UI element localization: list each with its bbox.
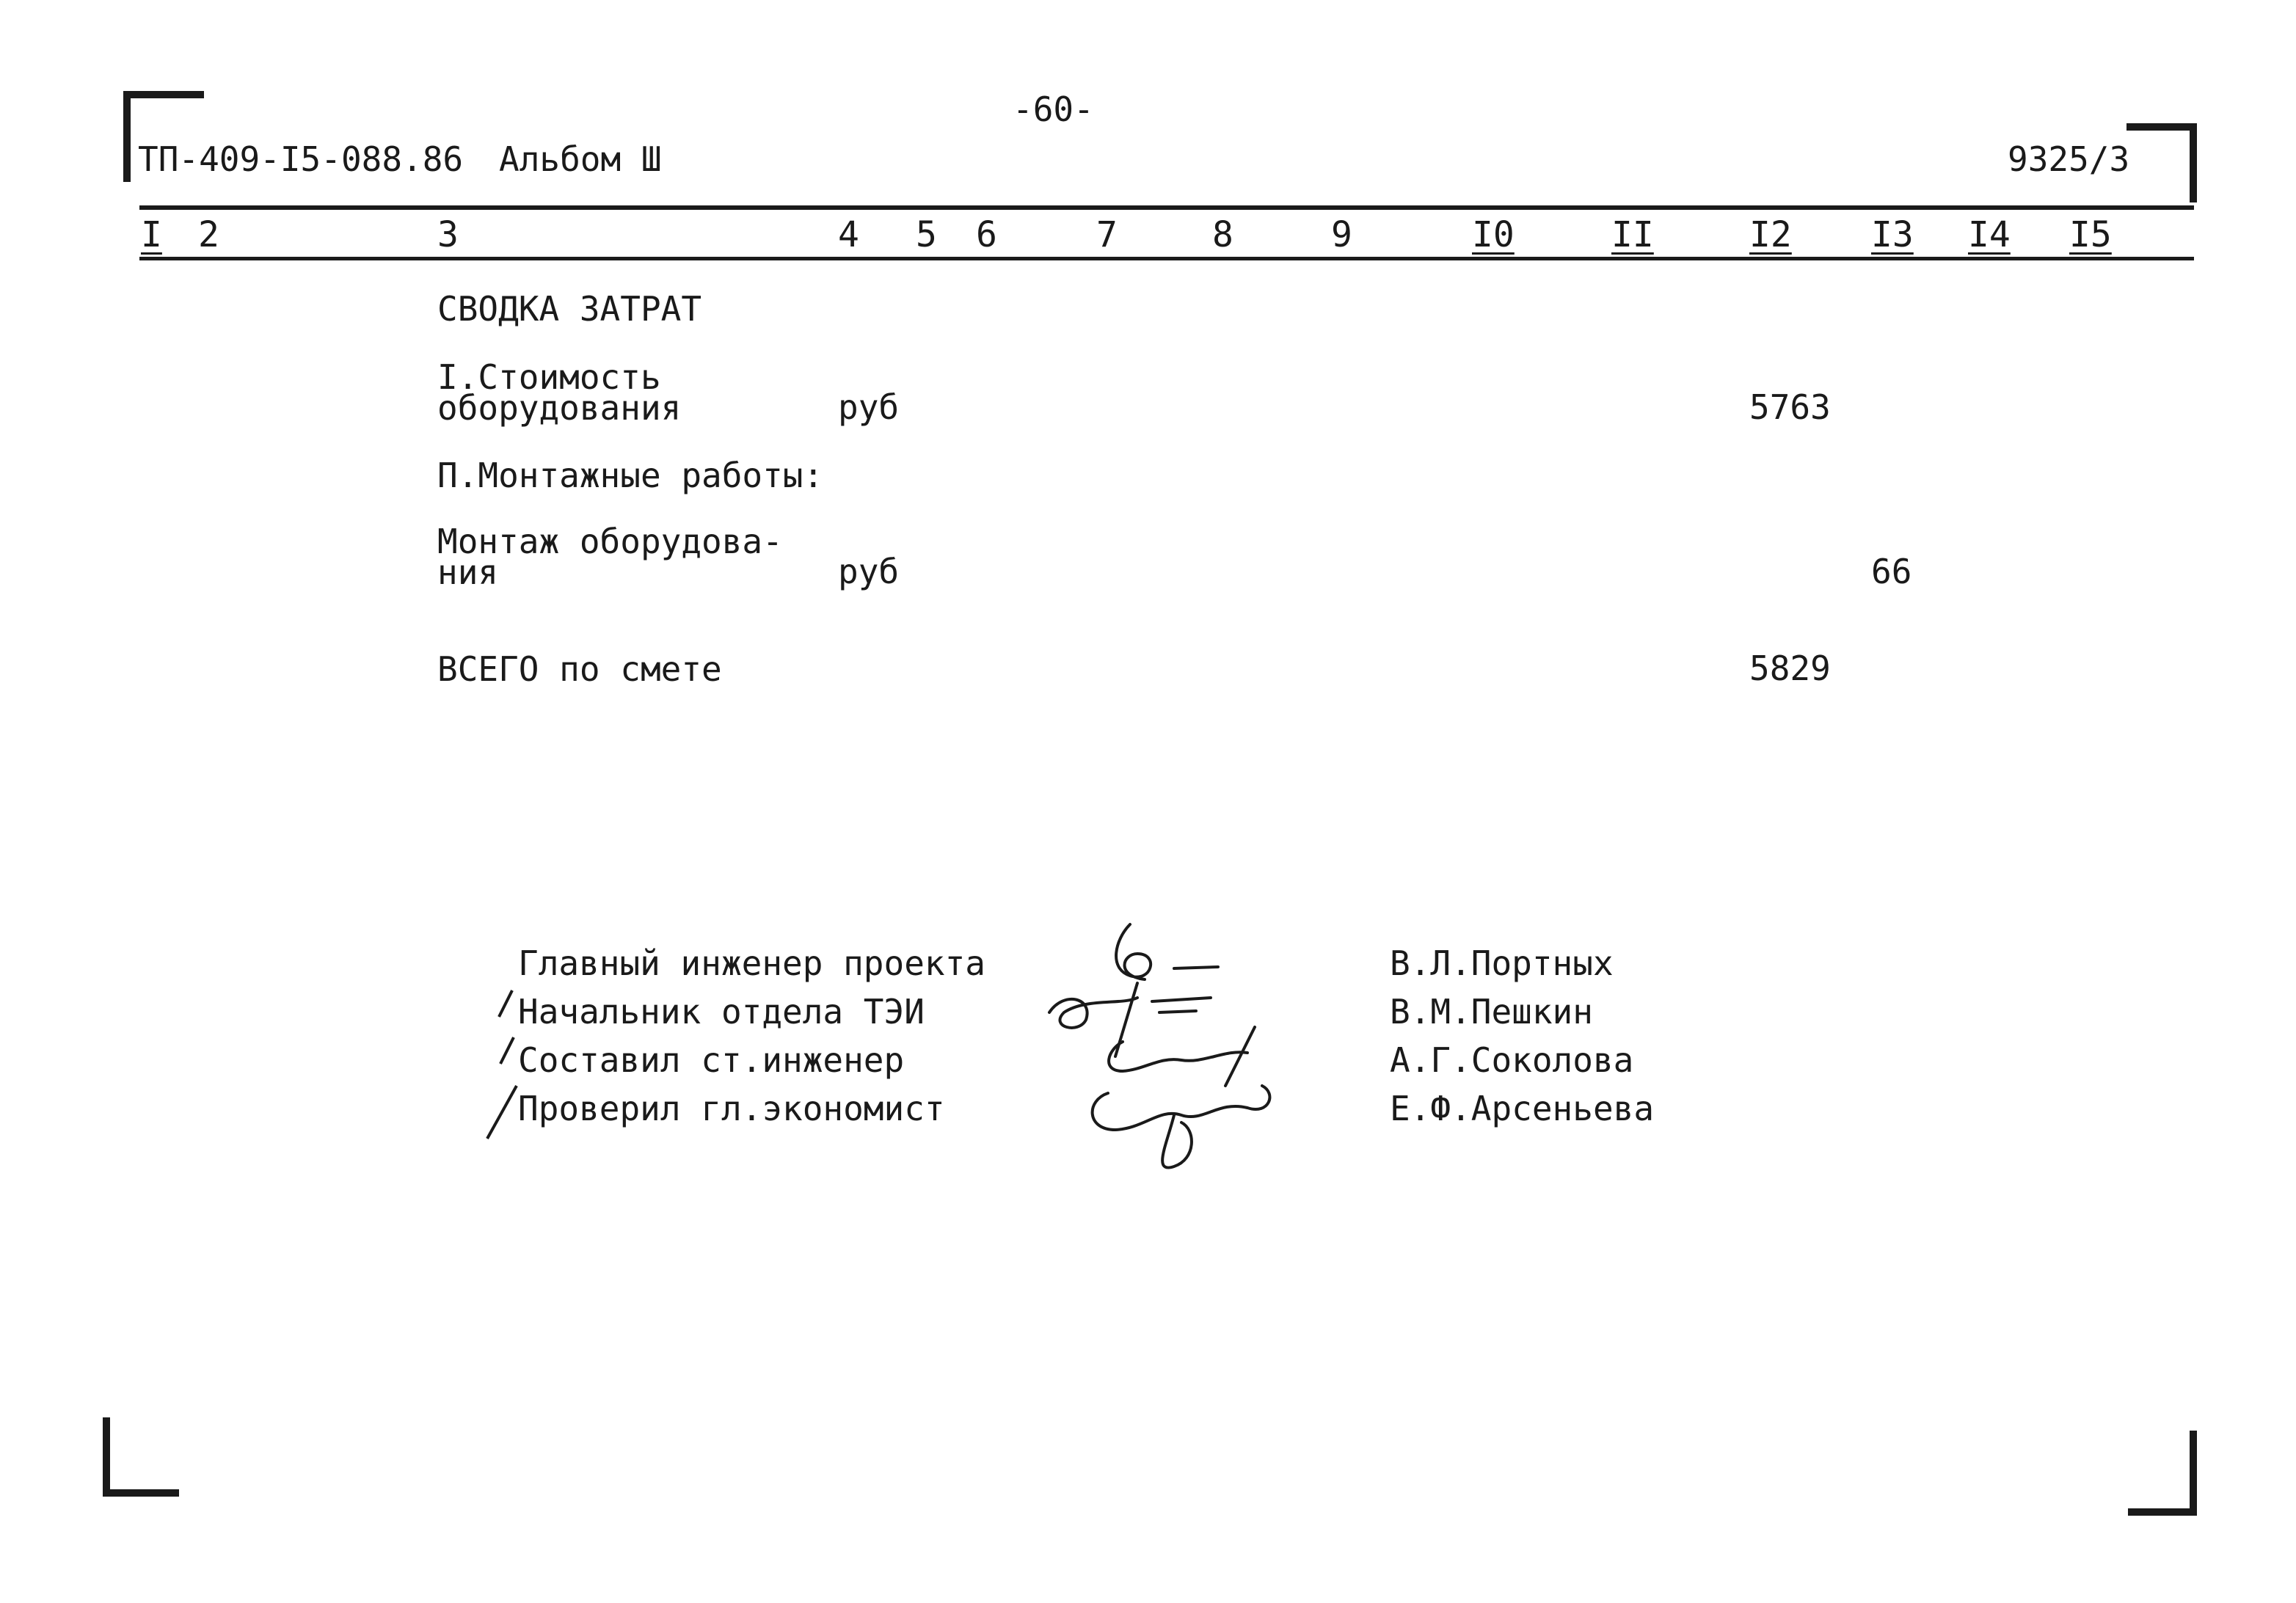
column-number: I5 — [2069, 214, 2112, 255]
column-number: 4 — [838, 214, 859, 255]
column-number: I4 — [1968, 214, 2011, 255]
column-number: 2 — [198, 214, 219, 255]
column-number: I — [141, 214, 162, 255]
corner-mark-bottom-left — [103, 1417, 110, 1497]
column-number: 7 — [1096, 214, 1118, 255]
check-marks — [477, 983, 528, 1144]
summary-title: СВОДКА ЗАТРАТ — [437, 289, 702, 329]
total-value-col12: 5829 — [1749, 649, 1831, 688]
row-label-line2: ния — [437, 552, 499, 592]
row-label-line1: Монтаж оборудова- — [437, 522, 783, 561]
row-label-line1: П.Монтажные работы: — [437, 456, 824, 495]
row-value-col13: 66 — [1871, 552, 1912, 591]
row-label-line2: оборудования — [437, 388, 682, 428]
column-number: I0 — [1472, 214, 1515, 255]
handwritten-signatures — [1035, 910, 1357, 1181]
row-unit: руб — [838, 387, 900, 427]
corner-mark-top-left — [123, 91, 131, 182]
corner-mark-top-right — [2190, 123, 2197, 202]
header-rule — [139, 205, 2194, 210]
signature-role: Начальник отдела ТЭИ — [518, 992, 925, 1031]
signatory-name: А.Г.Соколова — [1390, 1040, 1634, 1080]
column-number: 3 — [437, 214, 459, 255]
corner-mark-bottom-right — [2190, 1431, 2197, 1516]
row-unit: руб — [838, 552, 900, 591]
album-label: Альбом Ш — [499, 139, 662, 179]
corner-mark-bottom-left-h — [103, 1489, 179, 1497]
sheet-code: 9325/3 — [2008, 139, 2130, 179]
row-value-col12: 5763 — [1749, 387, 1831, 427]
document-code: ТП-409-I5-088.86 — [138, 139, 464, 179]
signature-role: Составил ст.инженер — [518, 1040, 905, 1080]
page-number: -60- — [1013, 90, 1094, 129]
corner-mark-top-left-h — [123, 91, 204, 98]
column-number: I3 — [1871, 214, 1914, 255]
corner-mark-top-right-h — [2126, 123, 2197, 131]
signature-role: Проверил гл.экономист — [518, 1089, 945, 1128]
signatory-name: В.Л.Портных — [1390, 943, 1614, 983]
row-label-line1: I.Стоимость — [437, 357, 661, 397]
signatory-name: В.М.Пешкин — [1390, 992, 1593, 1031]
column-number: I2 — [1749, 214, 1792, 255]
signature-role: Главный инженер проекта — [518, 943, 985, 983]
column-number: 8 — [1212, 214, 1233, 255]
corner-mark-bottom-right-h — [2128, 1508, 2197, 1516]
column-number: 6 — [976, 214, 997, 255]
column-number: II — [1611, 214, 1654, 255]
column-number: 5 — [916, 214, 937, 255]
column-number: 9 — [1331, 214, 1352, 255]
column-header-rule — [139, 257, 2194, 260]
signatory-name: Е.Ф.Арсеньева — [1390, 1089, 1655, 1128]
total-label: ВСЕГО по смете — [437, 649, 722, 689]
